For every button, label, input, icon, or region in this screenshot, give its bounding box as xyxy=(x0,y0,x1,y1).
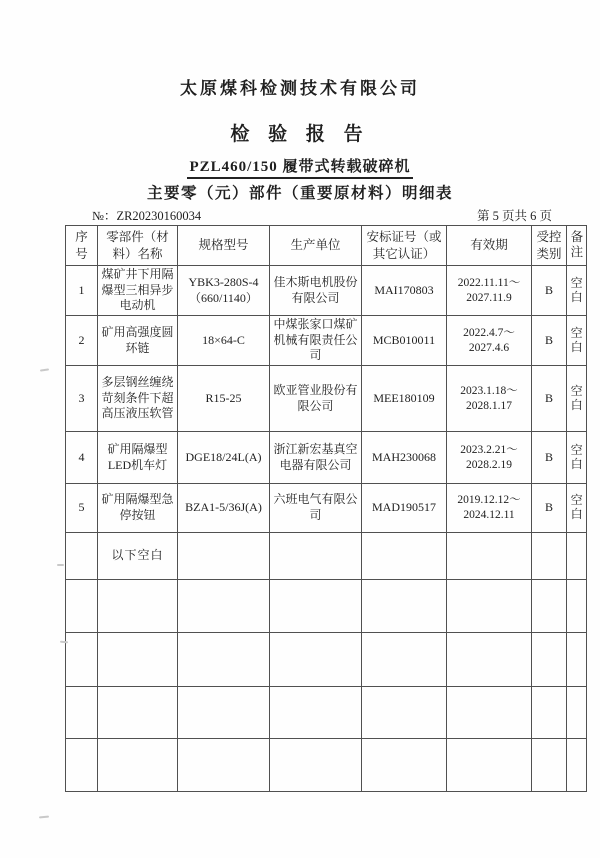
table-row xyxy=(66,316,587,366)
cell-manufacturer: 欧亚管业股份有限公司 xyxy=(270,366,362,432)
cell-empty xyxy=(447,533,532,580)
cell-empty xyxy=(98,580,178,633)
cell-empty xyxy=(178,533,270,580)
cell-remark: 空白 xyxy=(567,484,587,533)
validity-from: 2023.1.18～ xyxy=(460,384,518,397)
cell-cert-no: MAH230068 xyxy=(362,432,447,484)
cell-cert-no: MEE180109 xyxy=(362,366,447,432)
scan-artifact xyxy=(39,816,49,819)
table-row-empty xyxy=(66,580,587,633)
cell-empty xyxy=(362,739,447,792)
company-title: 太原煤科检测技术有限公司 xyxy=(180,79,420,98)
cell-part-name: 矿用隔爆型LED机车灯 xyxy=(98,432,178,484)
cell-model: YBK3-280S-4 （660/1140） xyxy=(178,266,270,316)
cell-blank-note: 以下空白 xyxy=(98,533,178,580)
cell-empty xyxy=(362,580,447,633)
validity-from: 2022.4.7～ xyxy=(463,326,515,339)
table-row-empty xyxy=(66,739,587,792)
cell-remark: 空白 xyxy=(567,316,587,366)
cell-empty xyxy=(178,739,270,792)
cell-remark: 空白 xyxy=(567,266,587,316)
cell-manufacturer: 浙江新宏基真空电器有限公司 xyxy=(270,432,362,484)
cell-empty xyxy=(270,739,362,792)
cell-validity xyxy=(447,432,532,484)
table-title: 主要零（元）部件（重要原材料）明细表 xyxy=(146,185,453,202)
cell-part-name: 多层钢丝缠绕苛刻条件下超高压液压软管 xyxy=(98,366,178,432)
cell-validity xyxy=(447,316,532,366)
cell-empty xyxy=(362,633,447,687)
col-header-control-category: 受控类别 xyxy=(532,226,567,266)
cell-cert-no: MAI170803 xyxy=(362,266,447,316)
cell-control-category: B xyxy=(532,484,567,533)
cell-validity xyxy=(447,366,532,432)
cell-manufacturer: 六班电气有限公司 xyxy=(270,484,362,533)
cell-control-category: B xyxy=(532,266,567,316)
scan-artifact xyxy=(40,368,49,371)
cell-remark: 空白 xyxy=(567,366,587,432)
cell-empty xyxy=(66,533,98,580)
cell-empty xyxy=(270,633,362,687)
cell-model: BZA1-5/36J(A) xyxy=(178,484,270,533)
report-number-value: ZR20230160034 xyxy=(116,209,202,223)
validity-from: 2022.11.11～ xyxy=(457,276,521,289)
meta-row xyxy=(92,206,552,224)
cell-empty xyxy=(532,580,567,633)
cell-empty xyxy=(270,580,362,633)
cell-manufacturer: 佳木斯电机股份有限公司 xyxy=(270,266,362,316)
cell-empty xyxy=(532,739,567,792)
cell-manufacturer: 中煤张家口煤矿机械有限责任公司 xyxy=(270,316,362,366)
cell-empty xyxy=(98,687,178,739)
cell-seq: 3 xyxy=(66,366,98,432)
validity-to: 2027.11.9 xyxy=(466,291,512,304)
cell-cert-no: MAD190517 xyxy=(362,484,447,533)
cell-empty xyxy=(447,580,532,633)
validity-from: 2019.12.12～ xyxy=(457,494,521,507)
cell-empty xyxy=(178,580,270,633)
cell-empty xyxy=(98,739,178,792)
cell-seq: 4 xyxy=(66,432,98,484)
parts-table xyxy=(65,225,587,792)
table-row-empty xyxy=(66,687,587,739)
col-header-remark: 备注 xyxy=(567,226,587,266)
cell-empty xyxy=(270,687,362,739)
cell-empty xyxy=(98,633,178,687)
col-header-model: 规格型号 xyxy=(178,226,270,266)
cell-empty xyxy=(362,687,447,739)
validity-to: 2027.4.6 xyxy=(468,341,510,354)
cell-remark: 空白 xyxy=(567,432,587,484)
col-header-part-name: 零部件（材料）名称 xyxy=(98,226,178,266)
cell-empty xyxy=(178,687,270,739)
cell-empty xyxy=(567,687,587,739)
scan-artifact xyxy=(60,641,68,644)
cell-empty xyxy=(270,533,362,580)
cell-empty xyxy=(66,633,98,687)
validity-to: 2024.12.11 xyxy=(463,509,515,521)
cell-validity xyxy=(447,484,532,533)
cell-empty xyxy=(567,739,587,792)
cell-validity xyxy=(447,266,532,316)
cell-empty xyxy=(567,533,587,580)
cell-model: DGE18/24L(A) xyxy=(178,432,270,484)
cell-empty xyxy=(66,580,98,633)
cell-empty xyxy=(362,533,447,580)
cell-control-category: B xyxy=(532,432,567,484)
cell-empty xyxy=(66,739,98,792)
table-row-empty xyxy=(66,633,587,687)
col-header-validity: 有效期 xyxy=(447,226,532,266)
table-header-row xyxy=(66,226,587,266)
product-model-text: PZL460/150 履带式转载破碎机 xyxy=(187,155,412,179)
report-number xyxy=(92,206,201,224)
cell-empty xyxy=(178,633,270,687)
cell-control-category: B xyxy=(532,316,567,366)
validity-from: 2023.2.21～ xyxy=(460,443,518,456)
table-row xyxy=(66,266,587,316)
cell-cert-no: MCB010011 xyxy=(362,316,447,366)
cell-part-name: 煤矿井下用隔爆型三相异步电动机 xyxy=(98,266,178,316)
col-header-manufacturer: 生产单位 xyxy=(270,226,362,266)
cell-empty xyxy=(447,687,532,739)
validity-to: 2028.1.17 xyxy=(466,399,512,412)
cell-empty xyxy=(447,739,532,792)
cell-empty xyxy=(532,687,567,739)
report-title: 检 验 报 告 xyxy=(230,124,370,145)
cell-model: R15-25 xyxy=(178,366,270,432)
col-header-cert-no: 安标证号（或其它认证） xyxy=(362,226,447,266)
cell-empty xyxy=(567,580,587,633)
cell-part-name: 矿用隔爆型急停按钮 xyxy=(98,484,178,533)
validity-to: 2028.2.19 xyxy=(466,458,512,471)
report-number-label: №： xyxy=(92,209,117,223)
cell-seq: 5 xyxy=(66,484,98,533)
cell-empty xyxy=(66,687,98,739)
cell-empty xyxy=(567,633,587,687)
cell-control-category: B xyxy=(532,366,567,432)
table-row-blank-note xyxy=(66,533,587,580)
table-row xyxy=(66,484,587,533)
cell-seq: 1 xyxy=(66,266,98,316)
page-indicator: 第 5 页共 6 页 xyxy=(476,209,552,223)
cell-part-name: 矿用高强度圆环链 xyxy=(98,316,178,366)
col-header-seq: 序号 xyxy=(66,226,98,266)
cell-empty xyxy=(532,533,567,580)
cell-seq: 2 xyxy=(66,316,98,366)
product-model-title xyxy=(0,155,600,179)
cell-empty xyxy=(447,633,532,687)
cell-model: 18×64-C xyxy=(178,316,270,366)
scan-artifact xyxy=(57,564,64,566)
table-row xyxy=(66,366,587,432)
table-row xyxy=(66,432,587,484)
cell-empty xyxy=(532,633,567,687)
